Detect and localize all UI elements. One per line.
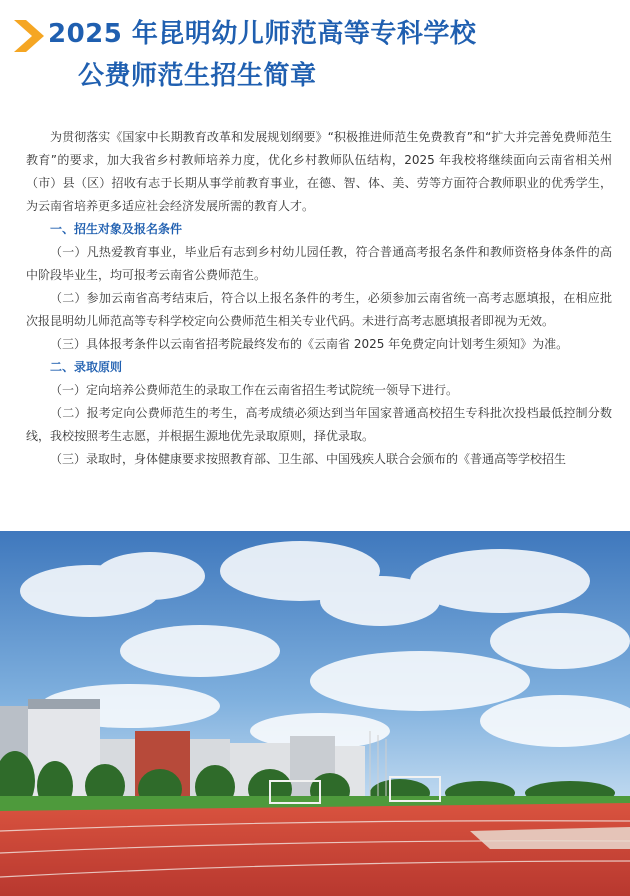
section2-item-2: （二）报考定向公费师范生的考生，高考成绩必须达到当年国家普通高校招生专科批次投档最低控制分数线，我校按照考生志愿，并根据生源地优先录取原则，择优录取。 xyxy=(26,406,612,443)
section2-item-3: （三）录取时，身体健康要求按照教育部、卫生部、中国残疾人联合会颁布的《普通高等学校招生 xyxy=(50,452,567,466)
campus-sports-field-photo xyxy=(0,531,630,896)
chevron-right-icon xyxy=(14,20,44,52)
article-body xyxy=(26,126,612,471)
section2-item-1: （一）定向培养公费师范生的录取工作在云南省招生考试院统一领导下进行。 xyxy=(50,383,459,397)
page-header xyxy=(0,0,630,110)
section1-heading: 一、招生对象及报名条件 xyxy=(50,222,183,236)
section1-item-2: （二）参加云南省高考结束后，符合以上报名条件的考生，必须参加云南省统一高考志愿填报，在相应批次报昆明幼儿师范高等专科学校定向公费师范生相关专业代码。未进行高考志愿填报者即视为无效。 xyxy=(26,291,612,328)
intro-paragraph: 为贯彻落实《国家中长期教育改革和发展规划纲要》“积极推进师范生免费教育”和“扩大并完善免费师范生教育”的要求，加大我省乡村教师培养力度，优化乡村教师队伍结构，2025 年我校将继续面向云南省相关州（市）县（区）招收有志于长期从事学前教育事业，在德、智、体、美、劳等方面符合教师职业的优秀学生，为云南省培养更多适应社会经济发展所需的教育人才。 xyxy=(26,130,612,213)
page-title-line1: 2025 年昆明幼儿师范高等专科学校 xyxy=(48,19,477,49)
section2-heading: 二、录取原则 xyxy=(50,360,123,374)
section1-item-3: （三）具体报考条件以云南省招考院最终发布的《云南省 2025 年免费定向计划考生须知》为准。 xyxy=(50,337,569,351)
section1-item-1: （一）凡热爱教育事业，毕业后有志到乡村幼儿园任教，符合普通高考报名条件和教师资格身体条件的高中阶段毕业生，均可报考云南省公费师范生。 xyxy=(26,245,612,282)
page-title-line2: 公费师范生招生简章 xyxy=(78,61,317,91)
